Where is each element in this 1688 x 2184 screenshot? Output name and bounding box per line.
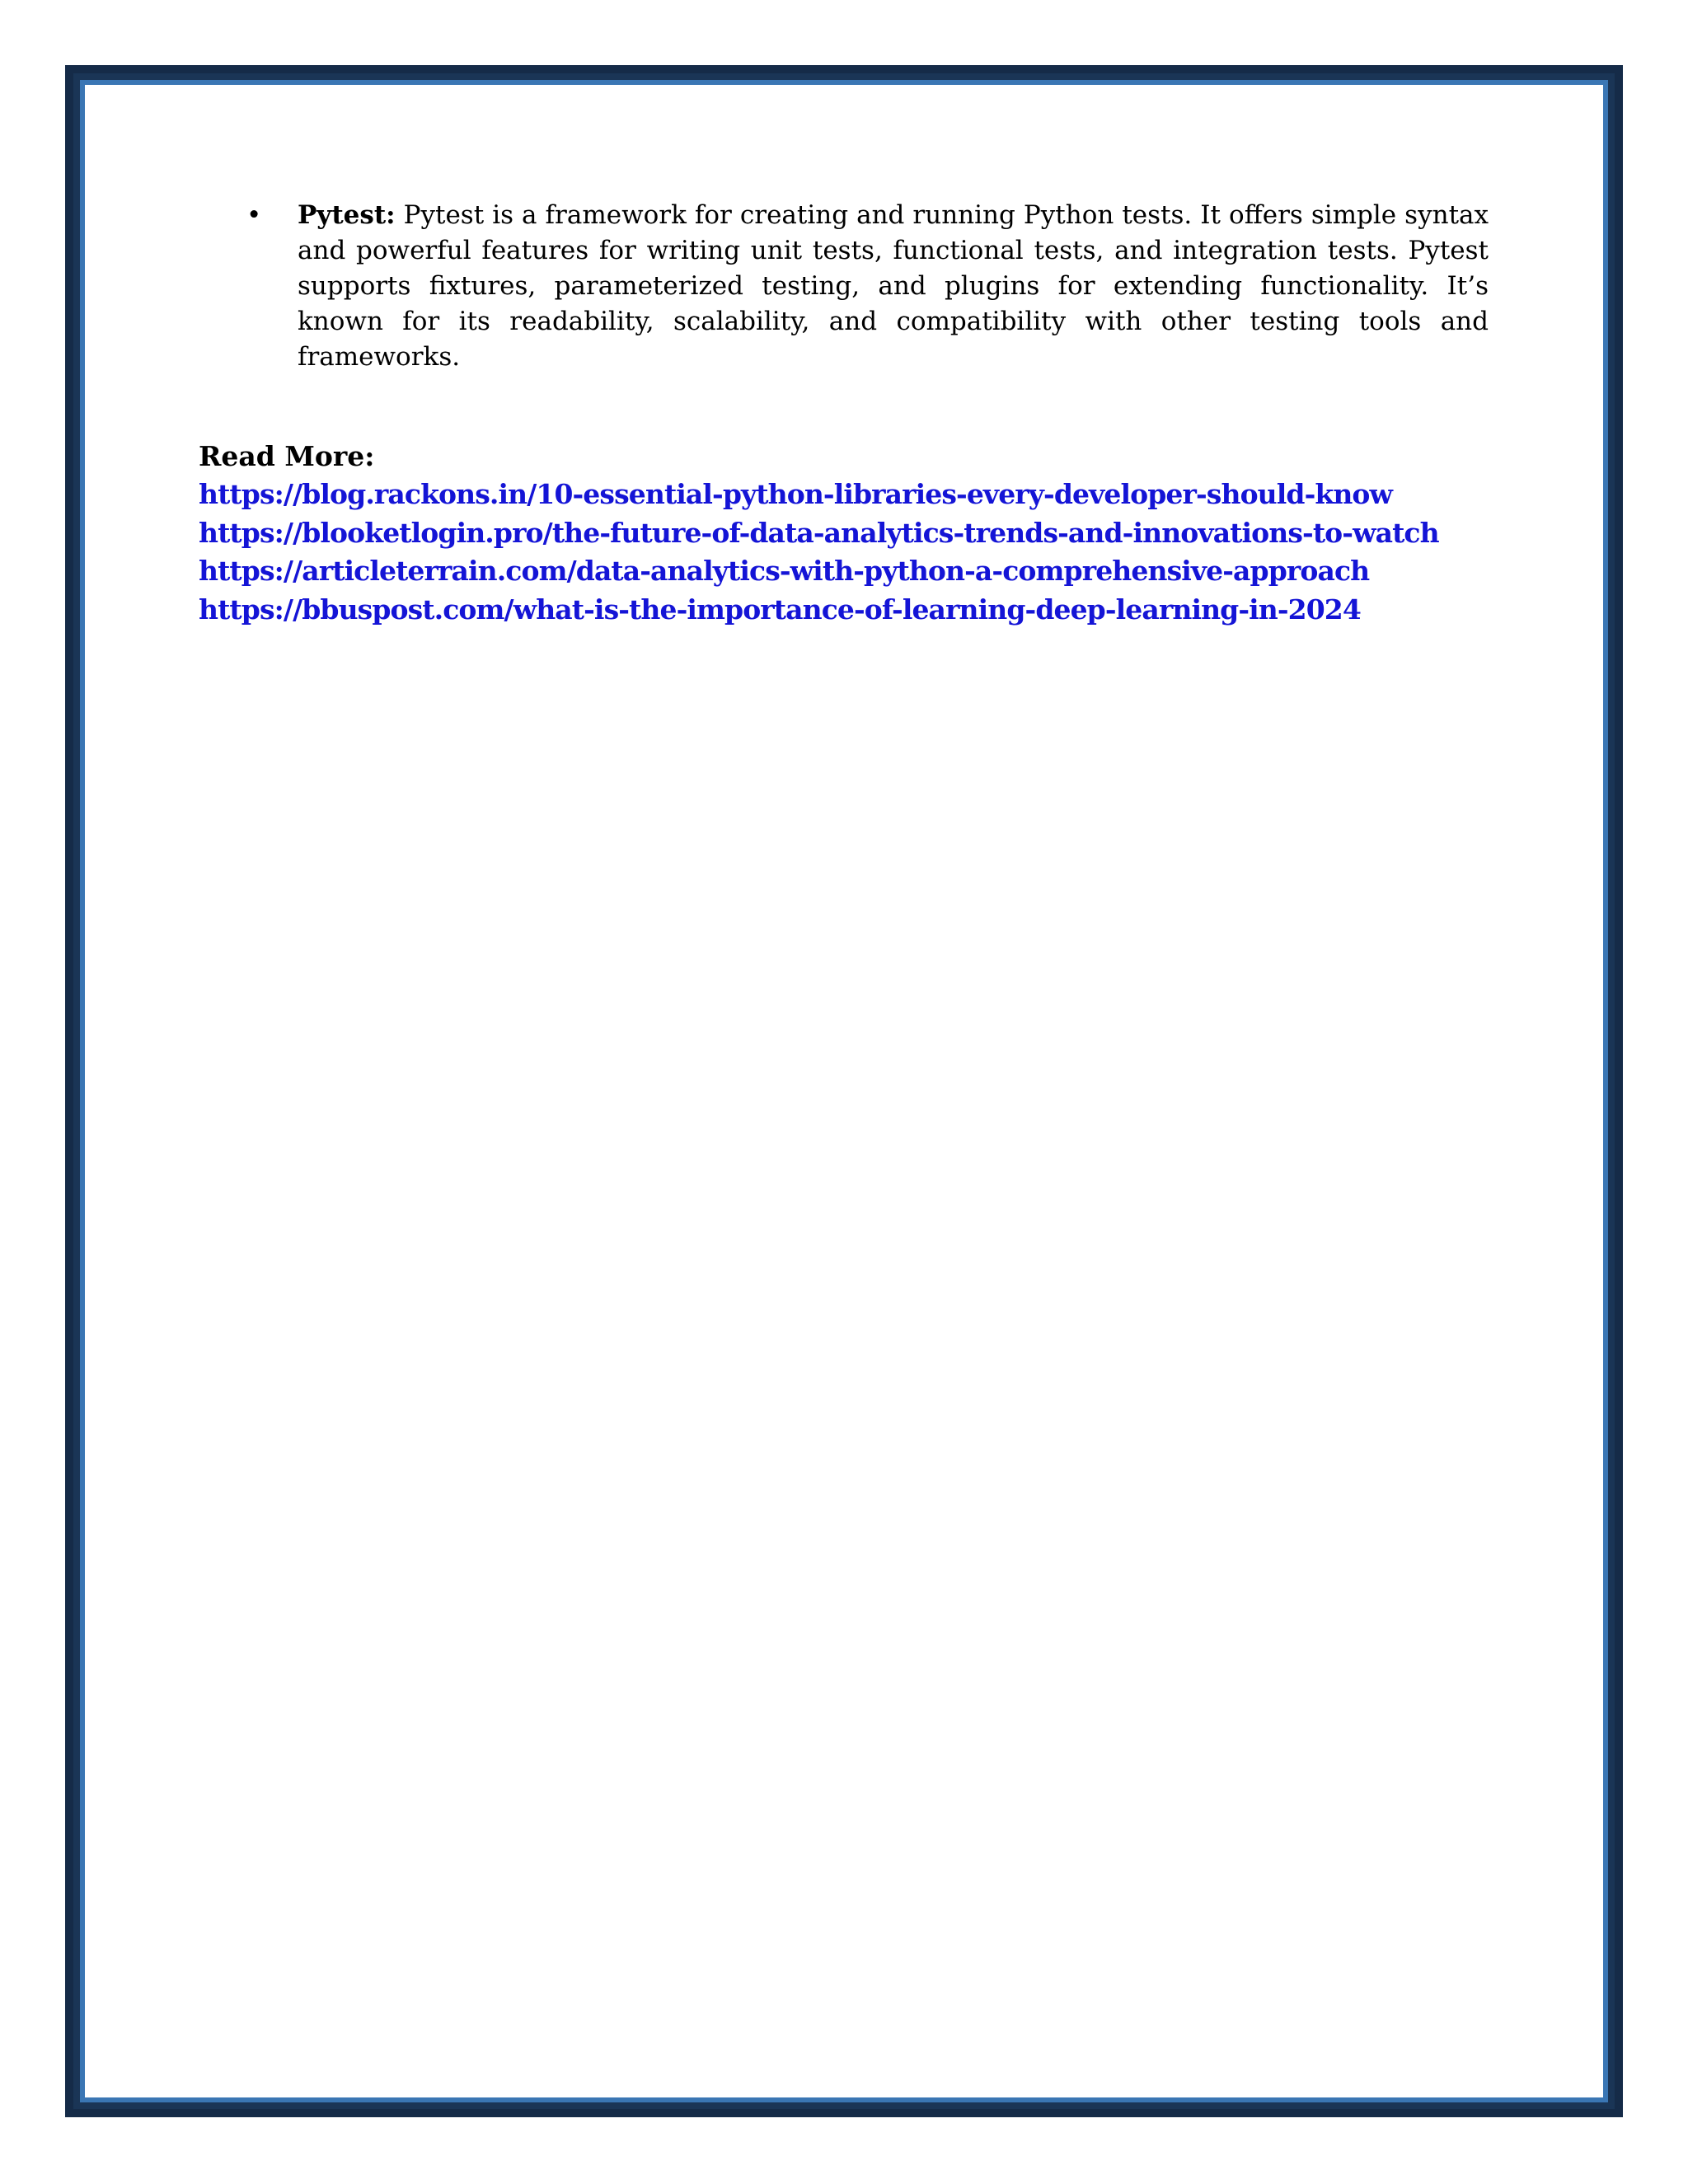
- read-more-link-1[interactable]: https://blog.rackons.in/10-essential-python-libraries-every-developer-should-know: [199, 478, 1393, 510]
- bullet-text: Pytest is a framework for creating and running Python tests. It offers simple syntax and powerful features for writing unit tests, functional tests, and integration tests. Pytest supports fixtures, parameterized testing, and plugins for extending functionality. It’s known for its readability, scalability, and compatibility with other testing tools and frameworks.: [298, 200, 1489, 372]
- read-more-link-2[interactable]: https://blooketlogin.pro/the-future-of-data-analytics-trends-and-innovations-to-watch: [199, 516, 1439, 549]
- read-more-link-3[interactable]: https://articleterrain.com/data-analytics-with-python-a-comprehensive-approach: [199, 555, 1370, 587]
- read-more-link-4[interactable]: https://bbuspost.com/what-is-the-importance-of-learning-deep-learning-in-2024: [199, 593, 1361, 626]
- bullet-list: [199, 198, 1489, 375]
- read-more-links: [199, 476, 1489, 629]
- bullet-term: Pytest:: [298, 200, 396, 230]
- bullet-item-pytest: [199, 198, 1489, 375]
- page-content: [199, 198, 1489, 629]
- read-more-heading: Read More:: [199, 440, 375, 472]
- bullet-dot-icon: •: [246, 200, 262, 230]
